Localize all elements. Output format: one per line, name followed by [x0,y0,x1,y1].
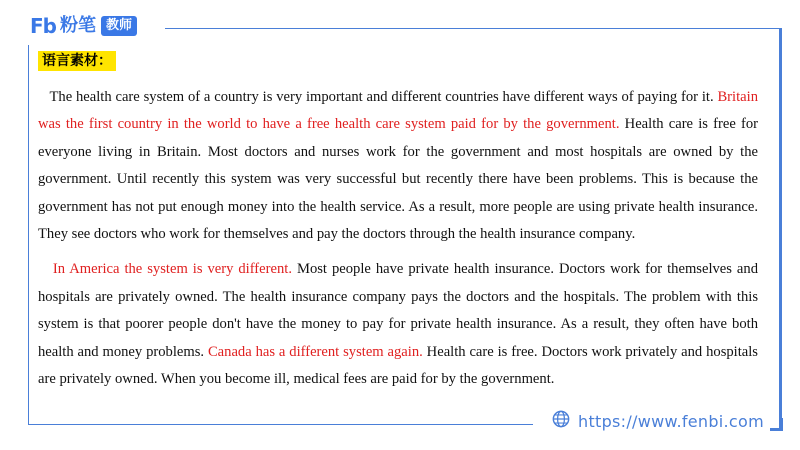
text-segment: Health care is free for everyone living in Britain. Most doctors and nurses work for the government and most hospitals are owned by the government. Until recently this system was very successful but recently there have been problems. This is because the government has not put enough money into the health service. As a result, more people are using private health insurance. They see doctors who work for themselves and pay the doctors through the health insurance company. [38,116,758,243]
brand-mark: Fb [30,14,56,38]
url-text[interactable]: https://www.fenbi.com [578,412,765,431]
footer-url[interactable] [552,410,764,433]
reading-passage [38,84,758,393]
frame-right-line [779,28,782,428]
text-segment: Most people have private health insurance. Doctors work for themselves and hospitals are privately owned. The health insurance company pays the doctors and the hospitals. The problem with this system is that poorer people don't have the money to pay for private health insurance. As a result, they often have both health and money problems. [38,261,758,360]
highlight-sentence: Canada has a different system again. [207,343,423,360]
text-segment: Health care is free. Doctors work privately and hospitals are privately owned. When you become ill, medical fees are paid for by the government. [38,343,758,388]
section-label: 语言素材： [38,51,116,71]
frame-corner [770,418,783,431]
brand-logo [30,14,137,38]
brand-badge: 教师 [101,16,137,36]
globe-icon [552,410,570,433]
frame-top-line [165,28,782,29]
highlight-sentence: In America the system is very different. [52,261,292,278]
paragraph-indent [38,89,49,105]
highlight-sentence: Britain was the first country in the world to have a free health care system paid for by the government. [38,89,758,133]
text-segment: The health care system of a country is very important and different countries have different ways of paying for it. [49,89,718,105]
paragraph-2 [38,256,758,393]
paragraph-1 [38,84,758,248]
frame-bottom-line [28,424,533,425]
brand-name: 粉笔 [59,15,96,36]
frame-left-line [28,45,29,425]
paragraph-indent [38,261,53,277]
